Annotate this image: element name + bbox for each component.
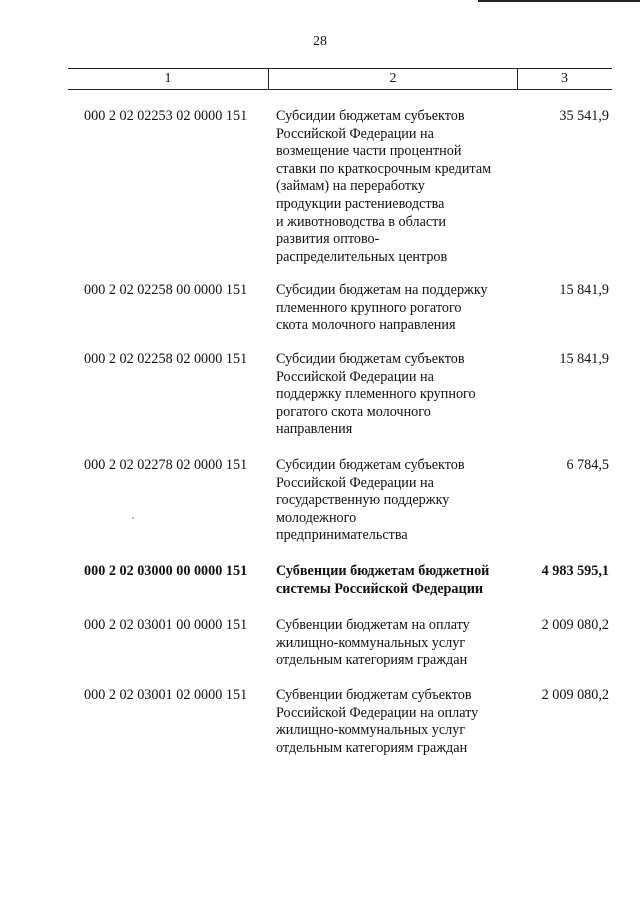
row-description bbox=[276, 282, 514, 335]
column-header-1: 1 bbox=[164, 71, 172, 86]
description-line: системы Российской Федерации bbox=[276, 580, 484, 597]
description-line: развития оптово- bbox=[276, 231, 380, 248]
description-line: рогатого скота молочного bbox=[276, 403, 431, 420]
row-description bbox=[276, 687, 514, 757]
row-code: 000 2 02 03000 00 0000 151 bbox=[84, 563, 248, 579]
description-line: отдельным категориям граждан bbox=[276, 739, 468, 756]
description-line: молодежного bbox=[276, 509, 357, 526]
description-line: поддержку племенного крупного bbox=[276, 386, 476, 403]
description-line: возмещение части процентной bbox=[276, 143, 462, 160]
row-amount: 2 009 080,2 bbox=[541, 617, 609, 633]
description-line: Субсидии бюджетам субъектов bbox=[276, 457, 465, 473]
row-code: 000 2 02 03001 00 0000 151 bbox=[84, 617, 248, 633]
row-code: 000 2 02 02253 02 0000 151 bbox=[84, 108, 248, 124]
description-line: Субсидии бюджетам субъектов bbox=[276, 108, 465, 124]
description-line: скота молочного направления bbox=[276, 317, 456, 334]
row-description bbox=[276, 617, 514, 670]
description-line: Субвенции бюджетам субъектов bbox=[276, 687, 472, 703]
row-code: 000 2 02 02278 02 0000 151 bbox=[84, 457, 248, 473]
row-amount: 2 009 080,2 bbox=[541, 687, 609, 703]
description-line: Субвенции бюджетам на оплату bbox=[276, 617, 470, 633]
description-line: Субвенции бюджетам бюджетной bbox=[276, 563, 490, 579]
description-line: направления bbox=[276, 421, 353, 438]
column-header-3: 3 bbox=[561, 71, 568, 86]
description-line: жилищно-коммунальных услуг bbox=[276, 634, 466, 651]
column-header-2: 2 bbox=[268, 69, 518, 89]
description-line: Российской Федерации на bbox=[276, 474, 434, 491]
description-line: Российской Федерации на bbox=[276, 125, 434, 142]
row-code: 000 2 02 02258 02 0000 151 bbox=[84, 351, 248, 367]
top-edge-rule bbox=[478, 0, 640, 2]
row-description bbox=[276, 108, 514, 266]
description-line: распределительных центров bbox=[276, 248, 448, 265]
description-line: Российской Федерации на bbox=[276, 368, 434, 385]
description-line: (займам) на переработку bbox=[276, 178, 425, 195]
description-line: Субсидии бюджетам субъектов bbox=[276, 351, 465, 367]
row-amount: 15 841,9 bbox=[559, 351, 609, 367]
description-line: Российской Федерации на оплату bbox=[276, 704, 479, 721]
row-amount: 6 784,5 bbox=[566, 457, 609, 473]
row-amount: 4 983 595,1 bbox=[541, 563, 609, 579]
scan-speck bbox=[132, 517, 134, 519]
row-code: 000 2 02 03001 02 0000 151 bbox=[84, 687, 248, 703]
row-amount: 35 541,9 bbox=[559, 108, 609, 124]
description-line: жилищно-коммунальных услуг bbox=[276, 722, 466, 739]
description-line: и животноводства в области bbox=[276, 213, 446, 230]
description-line: продукции растениеводства bbox=[276, 195, 445, 212]
row-description bbox=[276, 351, 514, 439]
page-number: 28 bbox=[313, 34, 327, 49]
row-code: 000 2 02 02258 00 0000 151 bbox=[84, 282, 248, 298]
description-line: предпринимательства bbox=[276, 527, 408, 544]
description-line: племенного крупного рогатого bbox=[276, 299, 462, 316]
description-line: ставки по краткосрочным кредитам bbox=[276, 160, 492, 177]
row-description bbox=[276, 457, 514, 545]
table-column-header bbox=[68, 68, 612, 90]
description-line: отдельным категориям граждан bbox=[276, 652, 468, 669]
description-line: государственную поддержку bbox=[276, 492, 450, 509]
description-line: Субсидии бюджетам на поддержку bbox=[276, 282, 488, 298]
row-amount: 15 841,9 bbox=[559, 282, 609, 298]
row-description bbox=[276, 563, 514, 598]
